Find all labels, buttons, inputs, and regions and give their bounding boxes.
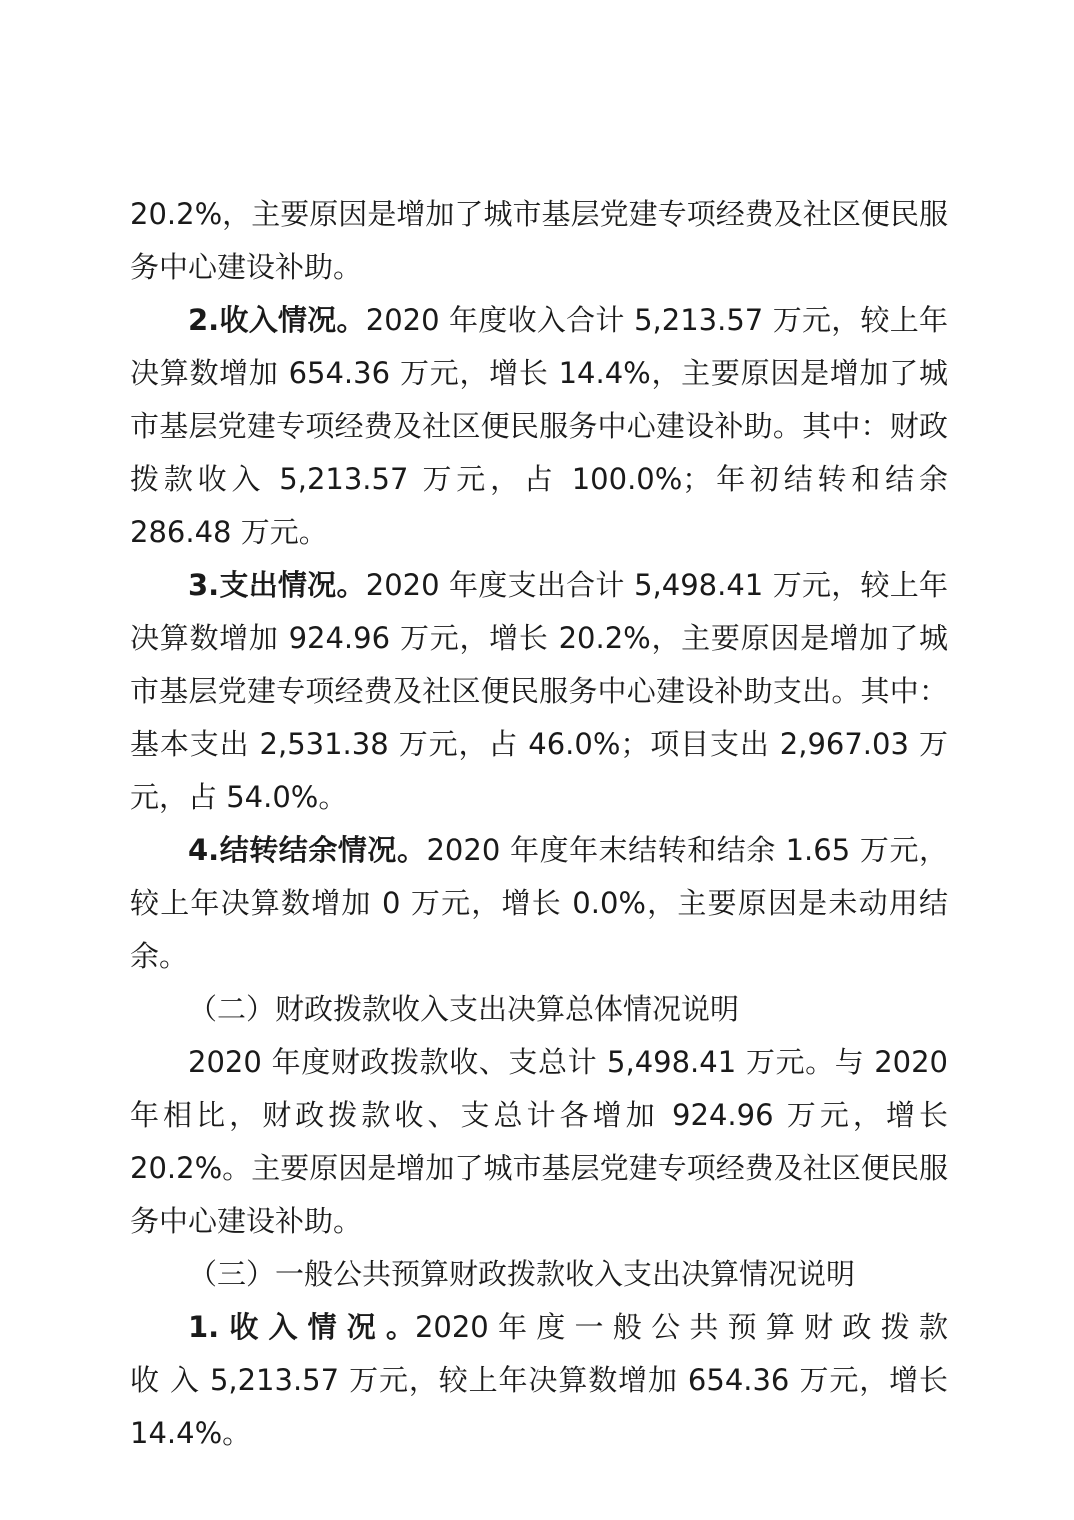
paragraph-heading: 3.支出情况。 [188,568,366,602]
paragraph-fiscal-overview [130,1036,948,1248]
paragraph-heading: 1. 收 入 情 况 。 [188,1310,415,1344]
paragraph-expenditure [130,559,948,824]
paragraph-general-budget-income [130,1301,948,1460]
document-body [130,188,948,1460]
paragraph-text: 2020 年 度 一 般 公 共 预 算 财 政 拨 款 收 入 5,213.57 万元，较上年决算数增加 654.36 万元，增长 14.4%。 [130,1310,948,1450]
paragraph-text: 2020 年度财政拨款收、支总计 5,498.41 万元。与 2020 年相比，财政拨款收、支总计各增加 924.96 万元，增长 20.2%。主要原因是增加了城市基层党建专项经费及社区便民服务中心建设补助。 [130,1045,948,1238]
section-heading-text: （二）财政拨款收入支出决算总体情况说明 [188,992,740,1026]
section-heading-3 [130,1248,948,1301]
section-heading-2 [130,983,948,1036]
paragraph-carryover [130,824,948,983]
section-heading-text: （三）一般公共预算财政拨款收入支出决算情况说明 [188,1257,856,1291]
paragraph-income [130,294,948,559]
paragraph-text: 20.2%，主要原因是增加了城市基层党建专项经费及社区便民服务中心建设补助。 [130,197,948,284]
paragraph-continuation [130,188,948,294]
paragraph-text: 2020 年度支出合计 5,498.41 万元，较上年决算数增加 924.96 万元，增长 20.2%，主要原因是增加了城市基层党建专项经费及社区便民服务中心建设补助支出。其中：基本支出 2,531.38 万元，占 46.0%；项目支出 2,967.03 万元，占 54.0%。 [130,568,948,814]
paragraph-heading: 2.收入情况。 [188,303,366,337]
paragraph-text: 2020 年度年末结转和结余 1.65 万元，较上年决算数增加 0 万元，增长 0.0%，主要原因是未动用结余。 [130,833,949,973]
paragraph-heading: 4.结转结余情况。 [188,833,427,867]
paragraph-text: 2020 年度收入合计 5,213.57 万元，较上年决算数增加 654.36 万元，增长 14.4%，主要原因是增加了城市基层党建专项经费及社区便民服务中心建设补助。其中：财政拨款收入 5,213.57 万元，占 100.0%；年初结转和结余 286.48 万元。 [130,303,948,549]
